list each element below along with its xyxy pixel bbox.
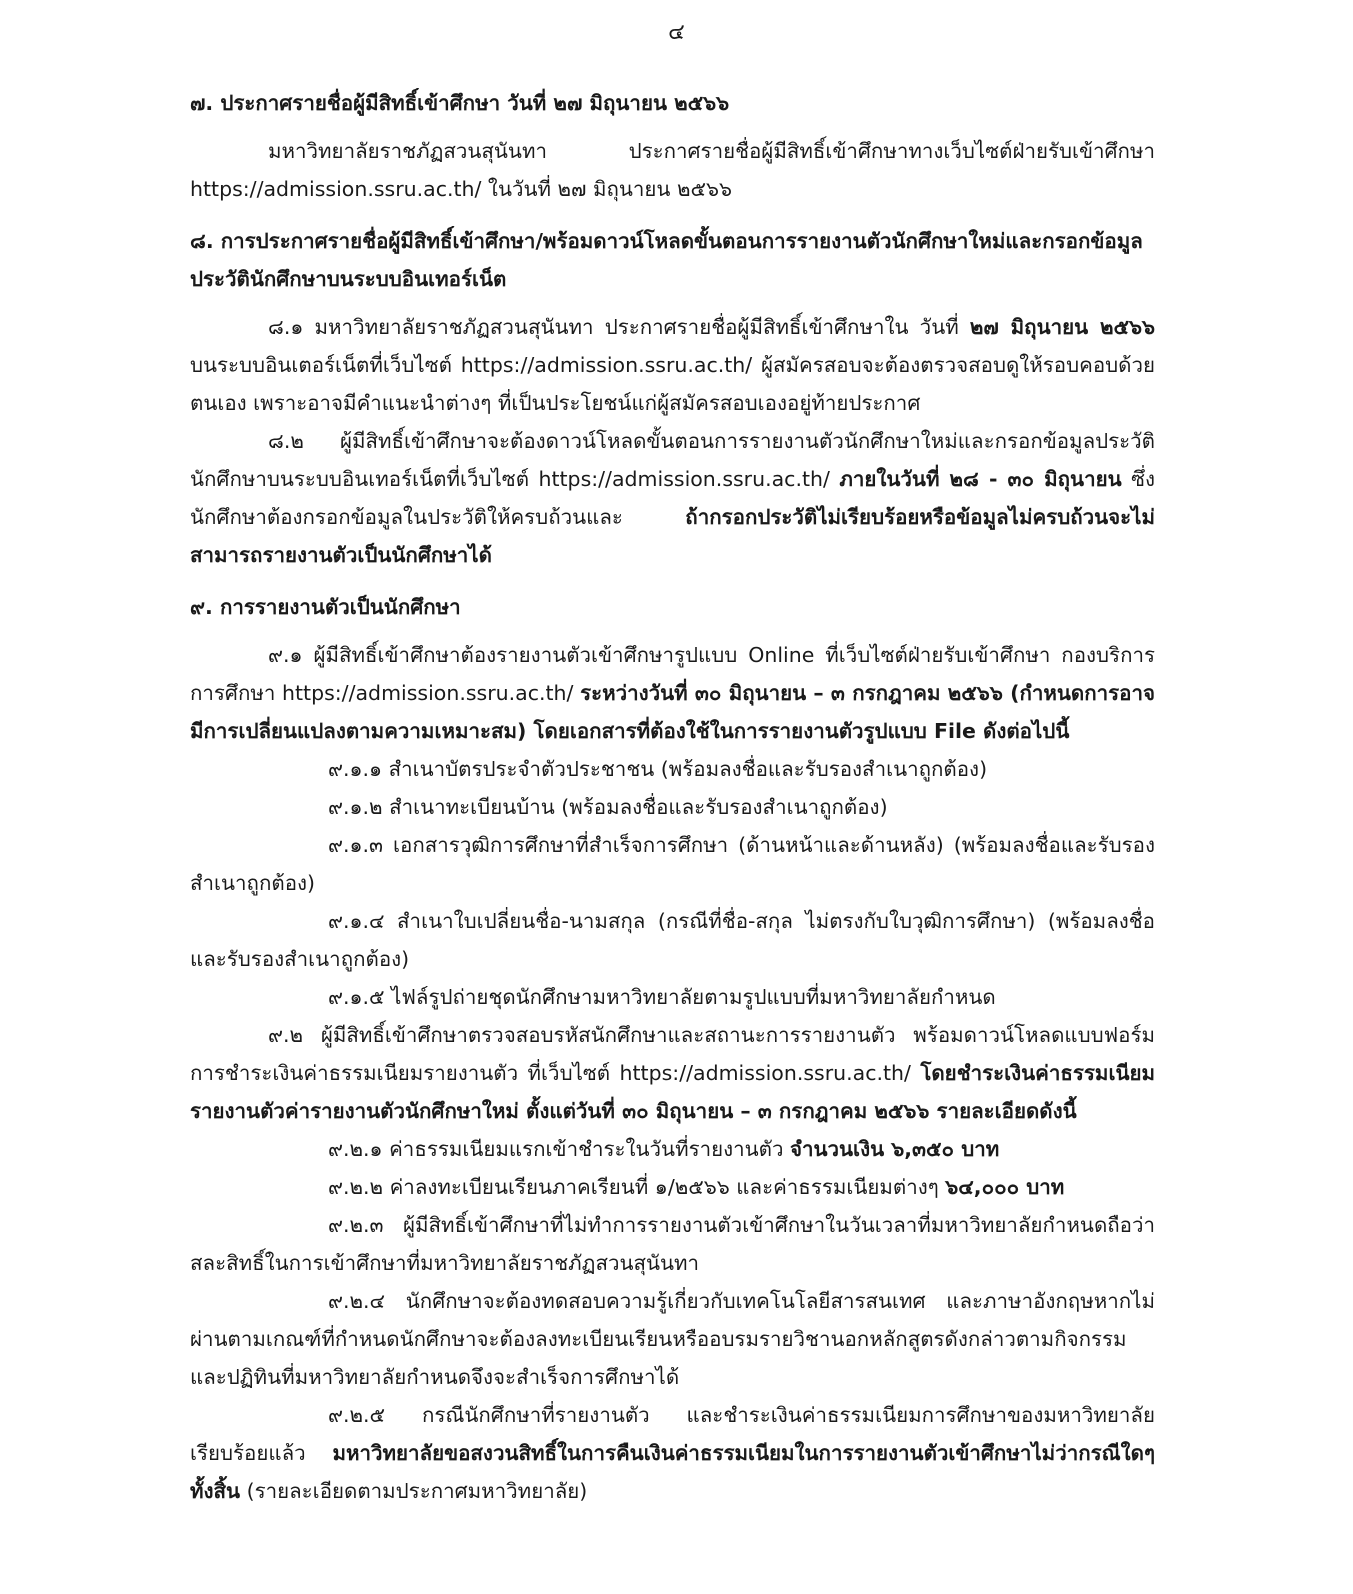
s8-2-text-a: ๘.๒ ผู้มีสิทธิ์เข้าศึกษาจะต้องดาวน์โหลดขั้นตอนการรายงานตัวนักศึกษาใหม่และกรอกข้อมูลประวัตินักศึกษาบนระบบอินเทอร์เน็ตที่เว็บไซต์ https://admission.ssru.ac.th/ [190, 429, 1155, 491]
s9-2-text-a: ๙.๒ ผู้มีสิทธิ์เข้าศึกษาตรวจสอบรหัสนักศึกษาและสถานะการรายงานตัว พร้อมดาวน์โหลดแบบฟอร์มการชำระเงินค่าธรรมเนียมรายงานตัว ที่เว็บไซต์ https://admission.ssru.ac.th/ [190, 1023, 1155, 1085]
item-9-1-2: ๙.๑.๒ สำเนาทะเบียนบ้าน (พร้อมลงชื่อและรับรองสำเนาถูกต้อง) [328, 795, 888, 819]
page-number: ๔ [668, 20, 685, 45]
item-9-1-4: ๙.๑.๔ สำเนาใบเปลี่ยนชื่อ-นามสกุล (กรณีที่ชื่อ-สกุล ไม่ตรงกับใบวุฒิการศึกษา) (พร้อมลงชื่อและรับรองสำเนาถูกต้อง) [190, 909, 1155, 971]
section-9-2-paragraph [190, 1016, 1155, 1130]
s9-1-text-a: ๙.๑ ผู้มีสิทธิ์เข้าศึกษาต้องรายงานตัวเข้าศึกษารูปแบบ Online ที่เว็บไซต์ฝ่ายรับเข้าศึกษา กองบริการการศึกษา https://admission.ssru.ac.th/ [190, 643, 1155, 705]
item-9-1-3: ๙.๑.๓ เอกสารวุฒิการศึกษาที่สำเร็จการศึกษา (ด้านหน้าและด้านหลัง) (พร้อมลงชื่อและรับรองสำเนาถูกต้อง) [190, 833, 1155, 895]
s9-1-period: ระหว่างวันที่ ๓๐ มิถุนายน – ๓ กรกฎาคม ๒๕๖๖ (กำหนดการอาจมีการเปลี่ยนแปลงตามความเหมาะสม) โดยเอกสารที่ต้องใช้ในการรายงานตัวรูปแบบ File ดังต่อไปนี้ [190, 681, 1155, 743]
j2-amount: ๖๔,๐๐๐ บาท [945, 1175, 1065, 1199]
section-8-heading: ๘. การประกาศรายชื่อผู้มีสิทธิ์เข้าศึกษา/พร้อมดาวน์โหลดขั้นตอนการรายงานตัวนักศึกษาใหม่และกรอกข้อมูลประวัตินักศึกษาบนระบบอินเทอร์เน็ต [190, 229, 1143, 291]
item-9-2-4: ๙.๒.๔ นักศึกษาจะต้องทดสอบความรู้เกี่ยวกับเทคโนโลยีสารสนเทศ และภาษาอังกฤษหากไม่ผ่านตามเกณฑ์ที่กำหนดนักศึกษาจะต้องลงทะเบียนเรียนหรืออบรมรายวิชานอกหลักสูตรดังกล่าวตามกิจกรรมและปฏิทินที่มหาวิทยาลัยกำหนดจึงจะสำเร็จการศึกษาได้ [190, 1289, 1155, 1389]
s9-2-payment: โดยชำระเงินค่าธรรมเนียมรายงานตัวค่ารายงานตัวนักศึกษาใหม่ ตั้งแต่วันที่ ๓๐ มิถุนายน – ๓ กรกฎาคม ๒๕๖๖ รายละเอียดดังนี้ [190, 1061, 1155, 1123]
section-8-2-paragraph [190, 422, 1155, 574]
s8-1-text-c: บนระบบอินเตอร์เน็ตที่เว็บไซต์ https://admission.ssru.ac.th/ ผู้สมัครสอบจะต้องตรวจสอบดูให้รอบคอบด้วยตนเอง เพราะอาจมีคำแนะนำต่างๆ ที่เป็นประโยชน์แก่ผู้สมัครสอบเองอยู่ท้ายประกาศ [190, 353, 1155, 415]
item-9-2-1 [190, 1130, 1155, 1168]
item-9-2-5 [190, 1396, 1155, 1510]
s8-2-deadline: ภายในวันที่ ๒๘ - ๓๐ มิถุนายน [839, 467, 1122, 491]
j1-text: ๙.๒.๑ ค่าธรรมเนียมแรกเข้าชำระในวันที่รายงานตัว [328, 1137, 790, 1161]
s8-2-text-c: ซึ่งนักศึกษาต้องกรอกข้อมูลในประวัติให้ครบถ้วนและ [190, 467, 1155, 529]
item-9-2-2 [190, 1168, 1155, 1206]
document-body [190, 84, 1155, 1510]
item-9-1-1: ๙.๑.๑ สำเนาบัตรประจำตัวประชาชน (พร้อมลงชื่อและรับรองสำเนาถูกต้อง) [328, 757, 988, 781]
s8-1-text-a: ๘.๑ มหาวิทยาลัยราชภัฏสวนสุนันทา ประกาศรายชื่อผู้มีสิทธิ์เข้าศึกษาใน วันที่ [268, 315, 970, 339]
section-9-heading: ๙. การรายงานตัวเป็นนักศึกษา [190, 595, 461, 619]
s8-2-warning: ถ้ากรอกประวัติไม่เรียบร้อยหรือข้อมูลไม่ครบถ้วนจะไม่สามารถรายงานตัวเป็นนักศึกษาได้ [190, 505, 1155, 567]
j5-policy: มหาวิทยาลัยขอสงวนสิทธิ์ในการคืนเงินค่าธรรมเนียมในการรายงานตัวเข้าศึกษาไม่ว่ากรณีใดๆ ทั้งสิ้น [190, 1441, 1155, 1503]
section-7-paragraph: มหาวิทยาลัยราชภัฏสวนสุนันทา ประกาศรายชื่อผู้มีสิทธิ์เข้าศึกษาทางเว็บไซต์ฝ่ายรับเข้าศึกษา https://admission.ssru.ac.th/ ในวันที่ ๒๗ มิถุนายน ๒๕๖๖ [190, 139, 1155, 201]
item-9-1-5: ๙.๑.๕ ไฟล์รูปถ่ายชุดนักศึกษามหาวิทยาลัยตามรูปแบบที่มหาวิทยาลัยกำหนด [328, 985, 996, 1009]
j5-text-a: ๙.๒.๕ กรณีนักศึกษาที่รายงานตัว และชำระเงินค่าธรรมเนียมการศึกษาของมหาวิทยาลัยเรียบร้อยแล้ว [190, 1403, 1155, 1465]
section-8-1-paragraph [190, 308, 1155, 422]
j2-text: ๙.๒.๒ ค่าลงทะเบียนเรียนภาคเรียนที่ ๑/๒๕๖๖ และค่าธรรมเนียมต่างๆ [328, 1175, 946, 1199]
s8-1-date: ๒๗ มิถุนายน ๒๕๖๖ [969, 315, 1156, 339]
j5-text-c: (รายละเอียดตามประกาศมหาวิทยาลัย) [240, 1479, 588, 1503]
item-9-2-3: ๙.๒.๓ ผู้มีสิทธิ์เข้าศึกษาที่ไม่ทำการรายงานตัวเข้าศึกษาในวันเวลาที่มหาวิทยาลัยกำหนดถือว่าสละสิทธิ์ในการเข้าศึกษาที่มหาวิทยาลัยราชภัฏสวนสุนันทา [190, 1213, 1155, 1275]
j1-amount: จำนวนเงิน ๖,๓๕๐ บาท [790, 1137, 1000, 1161]
section-9-1-paragraph [190, 636, 1155, 750]
section-7-heading: ๗. ประกาศรายชื่อผู้มีสิทธิ์เข้าศึกษา วันที่ ๒๗ มิถุนายน ๒๕๖๖ [190, 91, 730, 115]
